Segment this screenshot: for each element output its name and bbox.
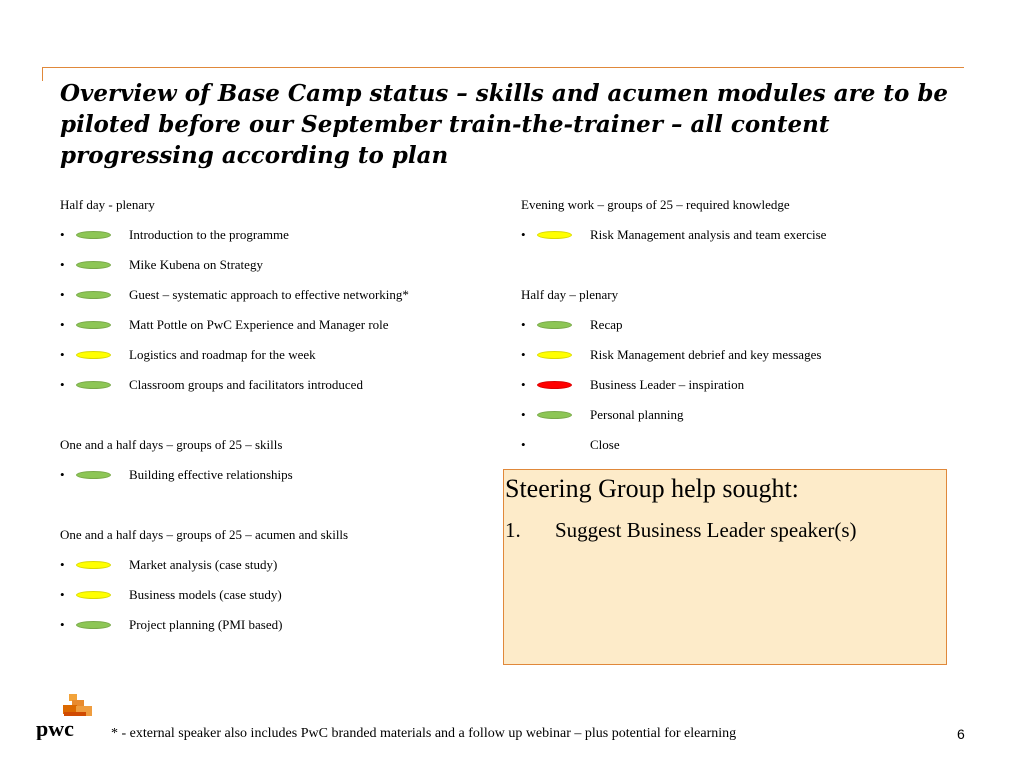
status-yellow-icon bbox=[537, 351, 572, 359]
bullet: • bbox=[60, 557, 65, 572]
bullet: • bbox=[521, 317, 526, 332]
item-text: Classroom groups and facilitators introduced bbox=[129, 377, 363, 392]
status-yellow-icon bbox=[76, 351, 111, 359]
status-green-icon bbox=[76, 321, 111, 329]
item-text: Introduction to the programme bbox=[129, 227, 289, 242]
pwc-logo bbox=[36, 694, 96, 740]
slide-title: Overview of Base Camp status – skills and acumen modules are to be piloted before our September train-the-trainer – all content progressing according to plan bbox=[60, 80, 949, 169]
list-item bbox=[60, 283, 500, 313]
list-item bbox=[60, 373, 500, 403]
list-item bbox=[60, 223, 500, 253]
list-item bbox=[521, 343, 961, 373]
callout-title: Steering Group help sought: bbox=[505, 474, 799, 503]
list-item bbox=[521, 313, 961, 343]
item-text: Risk Management debrief and key messages bbox=[590, 347, 822, 362]
item-text: Market analysis (case study) bbox=[129, 557, 278, 572]
item-text: Risk Management analysis and team exercise bbox=[590, 227, 827, 242]
status-green-icon bbox=[537, 321, 572, 329]
item-text: Project planning (PMI based) bbox=[129, 617, 283, 632]
spacer bbox=[521, 253, 961, 283]
callout-item: Suggest Business Leader speaker(s) bbox=[555, 518, 857, 542]
item-text: Guest – systematic approach to effective networking* bbox=[129, 287, 409, 302]
bullet: • bbox=[60, 377, 65, 392]
status-green-icon bbox=[76, 621, 111, 629]
section-heading: One and a half days – groups of 25 – acumen and skills bbox=[60, 527, 349, 542]
section-heading: Half day – plenary bbox=[521, 287, 619, 302]
section-heading: Half day - plenary bbox=[60, 197, 155, 212]
bullet: • bbox=[60, 317, 65, 332]
bullet: • bbox=[521, 377, 526, 392]
title-rule-tick bbox=[42, 67, 43, 81]
list-item bbox=[521, 373, 961, 403]
logo-wordmark: pwc bbox=[36, 716, 74, 740]
section-heading: One and a half days – groups of 25 – skills bbox=[60, 437, 283, 452]
status-green-icon bbox=[537, 411, 572, 419]
item-text: Close bbox=[590, 437, 620, 452]
bullet: • bbox=[521, 437, 526, 452]
list-item bbox=[60, 613, 500, 643]
status-green-icon bbox=[76, 261, 111, 269]
list-item bbox=[521, 433, 961, 463]
title-rule bbox=[42, 67, 964, 68]
bullet: • bbox=[60, 227, 65, 242]
list-item bbox=[60, 313, 500, 343]
steering-group-callout bbox=[503, 469, 947, 665]
item-text: Personal planning bbox=[590, 407, 684, 422]
list-item bbox=[521, 223, 961, 253]
status-yellow-icon bbox=[76, 591, 111, 599]
bullet: • bbox=[60, 617, 65, 632]
item-text: Building effective relationships bbox=[129, 467, 293, 482]
bullet: • bbox=[60, 287, 65, 302]
item-text: Business Leader – inspiration bbox=[590, 377, 745, 392]
spacer bbox=[60, 493, 500, 523]
list-item bbox=[60, 583, 500, 613]
list-item bbox=[60, 253, 500, 283]
status-green-icon bbox=[76, 381, 111, 389]
item-text: Matt Pottle on PwC Experience and Manager role bbox=[129, 317, 389, 332]
status-yellow-icon bbox=[76, 561, 111, 569]
right-column bbox=[521, 193, 961, 463]
list-item bbox=[60, 343, 500, 373]
footnote: * - external speaker also includes PwC branded materials and a follow up webinar – plus potential for elearning bbox=[111, 726, 737, 741]
bullet: • bbox=[60, 587, 65, 602]
list-item bbox=[60, 463, 500, 493]
bullet: • bbox=[60, 347, 65, 362]
list-item bbox=[60, 553, 500, 583]
bullet: • bbox=[60, 257, 65, 272]
bullet: • bbox=[521, 347, 526, 362]
left-column bbox=[60, 193, 500, 643]
bullet: • bbox=[521, 407, 526, 422]
item-text: Logistics and roadmap for the week bbox=[129, 347, 316, 362]
status-green-icon bbox=[76, 291, 111, 299]
spacer bbox=[60, 403, 500, 433]
status-red-icon bbox=[537, 381, 572, 389]
callout-item-number: 1. bbox=[505, 518, 521, 542]
status-yellow-icon bbox=[537, 231, 572, 239]
bullet: • bbox=[60, 467, 65, 482]
list-item bbox=[521, 403, 961, 433]
item-text: Recap bbox=[590, 317, 623, 332]
item-text: Mike Kubena on Strategy bbox=[129, 257, 263, 272]
page-number: 6 bbox=[957, 726, 965, 742]
status-green-icon bbox=[76, 471, 111, 479]
item-text: Business models (case study) bbox=[129, 587, 282, 602]
bullet: • bbox=[521, 227, 526, 242]
section-heading: Evening work – groups of 25 – required knowledge bbox=[521, 197, 790, 212]
status-green-icon bbox=[76, 231, 111, 239]
